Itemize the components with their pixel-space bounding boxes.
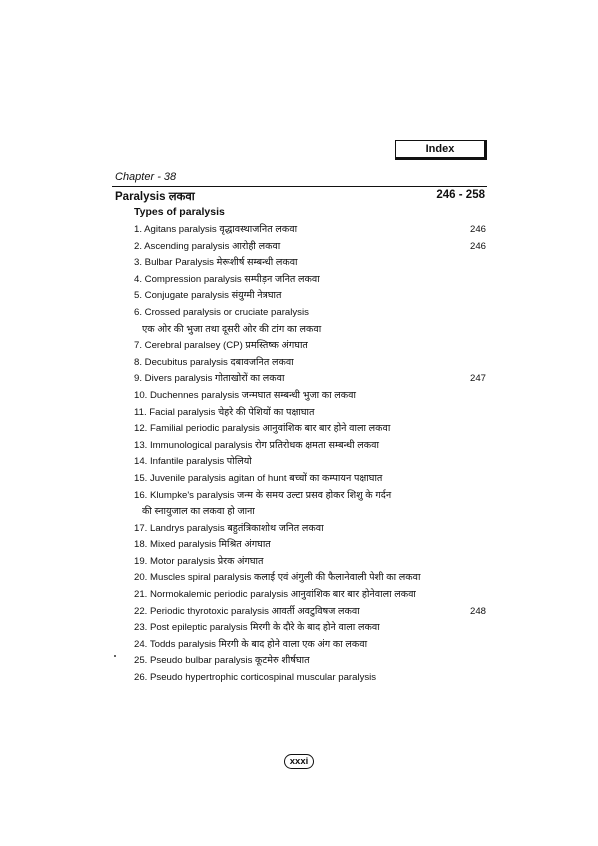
- index-entry: [134, 421, 486, 438]
- index-entry-page: 246: [469, 224, 486, 235]
- index-entry-text: 25. Pseudo bulbar paralysis कूटमेरु शीर्षघात: [134, 655, 310, 667]
- index-entry-text: 21. Normokalemic periodic paralysis आनुवांशिक बार बार होनेवाला लकवा: [134, 589, 416, 601]
- index-entry-text: 18. Mixed paralysis मिश्रित अंगघात: [134, 539, 271, 551]
- index-entry: [134, 570, 486, 587]
- index-entry-text: 17. Landrys paralysis बहुतंत्रिकाशोथ जनित लकवा: [134, 522, 324, 534]
- index-entry: [134, 338, 486, 355]
- index-entry-page: 248: [469, 605, 486, 617]
- index-entry-text: 10. Duchennes paralysis जन्मघात सम्बन्धी भुजा का लकवा: [134, 389, 356, 401]
- index-entry-text: 19. Motor paralysis प्रेरक अंगघात: [134, 555, 264, 567]
- index-entry-text: 1. Agitans paralysis वृद्धावस्थाजनित लकवा: [134, 224, 298, 235]
- index-entry: [134, 288, 486, 305]
- index-entry-text: 24. Todds paralysis मिरगी के बाद होने वाला एक अंग का लकवा: [134, 638, 368, 650]
- scan-speck: [114, 655, 116, 657]
- chapter-label: Chapter - 38: [115, 171, 177, 183]
- index-entry-text: 7. Cerebral paralsey (CP) प्रमस्तिष्क अंगघात: [134, 340, 308, 352]
- index-entry: [134, 222, 486, 239]
- index-entry-text: 4. Compression paralysis सम्पीड़न जनित लकवा: [134, 273, 320, 285]
- index-entry: [134, 305, 486, 322]
- index-entry: [134, 471, 486, 488]
- index-entry: [134, 670, 486, 687]
- index-entry-page: 246: [469, 240, 486, 252]
- index-entry: [134, 504, 486, 521]
- index-entry: [134, 488, 486, 505]
- index-label: Index: [425, 143, 455, 155]
- index-entry: [134, 653, 486, 670]
- chapter-divider: [112, 186, 487, 187]
- index-entry-text: एक ओर की भुजा तथा दूसरी ओर की टांग का लकवा: [142, 323, 322, 335]
- index-entry-text: 22. Periodic thyrotoxic paralysis आवर्ती अवटुविषज लकवा: [134, 605, 360, 617]
- index-entry-text: 6. Crossed paralysis or cruciate paralysis: [134, 306, 309, 318]
- index-entry-text: 23. Post epileptic paralysis मिरगी के दौरे के बाद होने वाला लकवा: [134, 622, 380, 634]
- index-entry-text: 11. Facial paralysis चेहरे की पेशियों का पक्षाघात: [134, 406, 315, 418]
- index-entry-list: [134, 222, 486, 687]
- index-entry: [134, 637, 486, 654]
- index-entry-text: 3. Bulbar Paralysis मेरूशीर्ष सम्बन्धी लकवा: [134, 257, 298, 269]
- index-entry-text: की स्नायुजाल का लकवा हो जाना: [142, 506, 255, 518]
- index-entry: [134, 537, 486, 554]
- index-label-box: [395, 140, 487, 160]
- index-entry: [134, 255, 486, 272]
- index-entry: [134, 322, 486, 339]
- index-entry: [134, 355, 486, 372]
- section-page-range: 246 - 258: [436, 189, 485, 201]
- types-heading: Types of paralysis: [134, 206, 225, 218]
- index-entry-text: 2. Ascending paralysis आरोही लकवा: [134, 240, 281, 252]
- page-number: xxxi: [289, 756, 309, 767]
- index-entry-text: 12. Familial periodic paralysis आनुवांशिक बार बार होने वाला लकवा: [134, 423, 391, 435]
- index-entry: [134, 405, 486, 422]
- index-entry: [134, 438, 486, 455]
- index-entry-text: 20. Muscles spiral paralysis कलाई एवं अंगुली की फैलानेवाली पेशी का लकवा: [134, 572, 421, 584]
- index-entry-text: 8. Decubitus paralysis दबावजनित लकवा: [134, 356, 294, 368]
- index-entry: [134, 454, 486, 471]
- section-heading: [115, 189, 485, 204]
- index-entry: [134, 272, 486, 289]
- index-entry-text: 13. Immunological paralysis रोग प्रतिरोधक क्षमता सम्बन्धी लकवा: [134, 439, 379, 451]
- section-title: Paralysis लकवा: [115, 191, 195, 203]
- index-entry: [134, 554, 486, 571]
- index-entry: [134, 587, 486, 604]
- index-entry: [134, 521, 486, 538]
- index-entry: [134, 371, 486, 388]
- index-entry: [134, 388, 486, 405]
- index-entry: [134, 604, 486, 621]
- index-entry-text: 26. Pseudo hypertrophic corticospinal muscular paralysis: [134, 672, 377, 684]
- index-entry-text: 5. Conjugate paralysis संयुग्मी नेत्रघात: [134, 290, 282, 302]
- index-entry: [134, 239, 486, 256]
- index-entry-text: 16. Klumpke's paralysis जन्म के समय उल्टा प्रसव होकर शिशु के गर्दन: [134, 489, 392, 501]
- index-entry-text: 14. Infantile paralysis पोलियो: [134, 456, 252, 468]
- index-entry-text: 15. Juvenile paralysis agitan of hunt बच्चों का कम्पायन पक्षाघात: [134, 472, 383, 484]
- index-entry-text: 9. Divers paralysis गोताखोरों का लकवा: [134, 373, 285, 385]
- page-number-badge: [284, 754, 314, 769]
- index-entry-page: 247: [469, 373, 486, 385]
- index-entry: [134, 620, 486, 637]
